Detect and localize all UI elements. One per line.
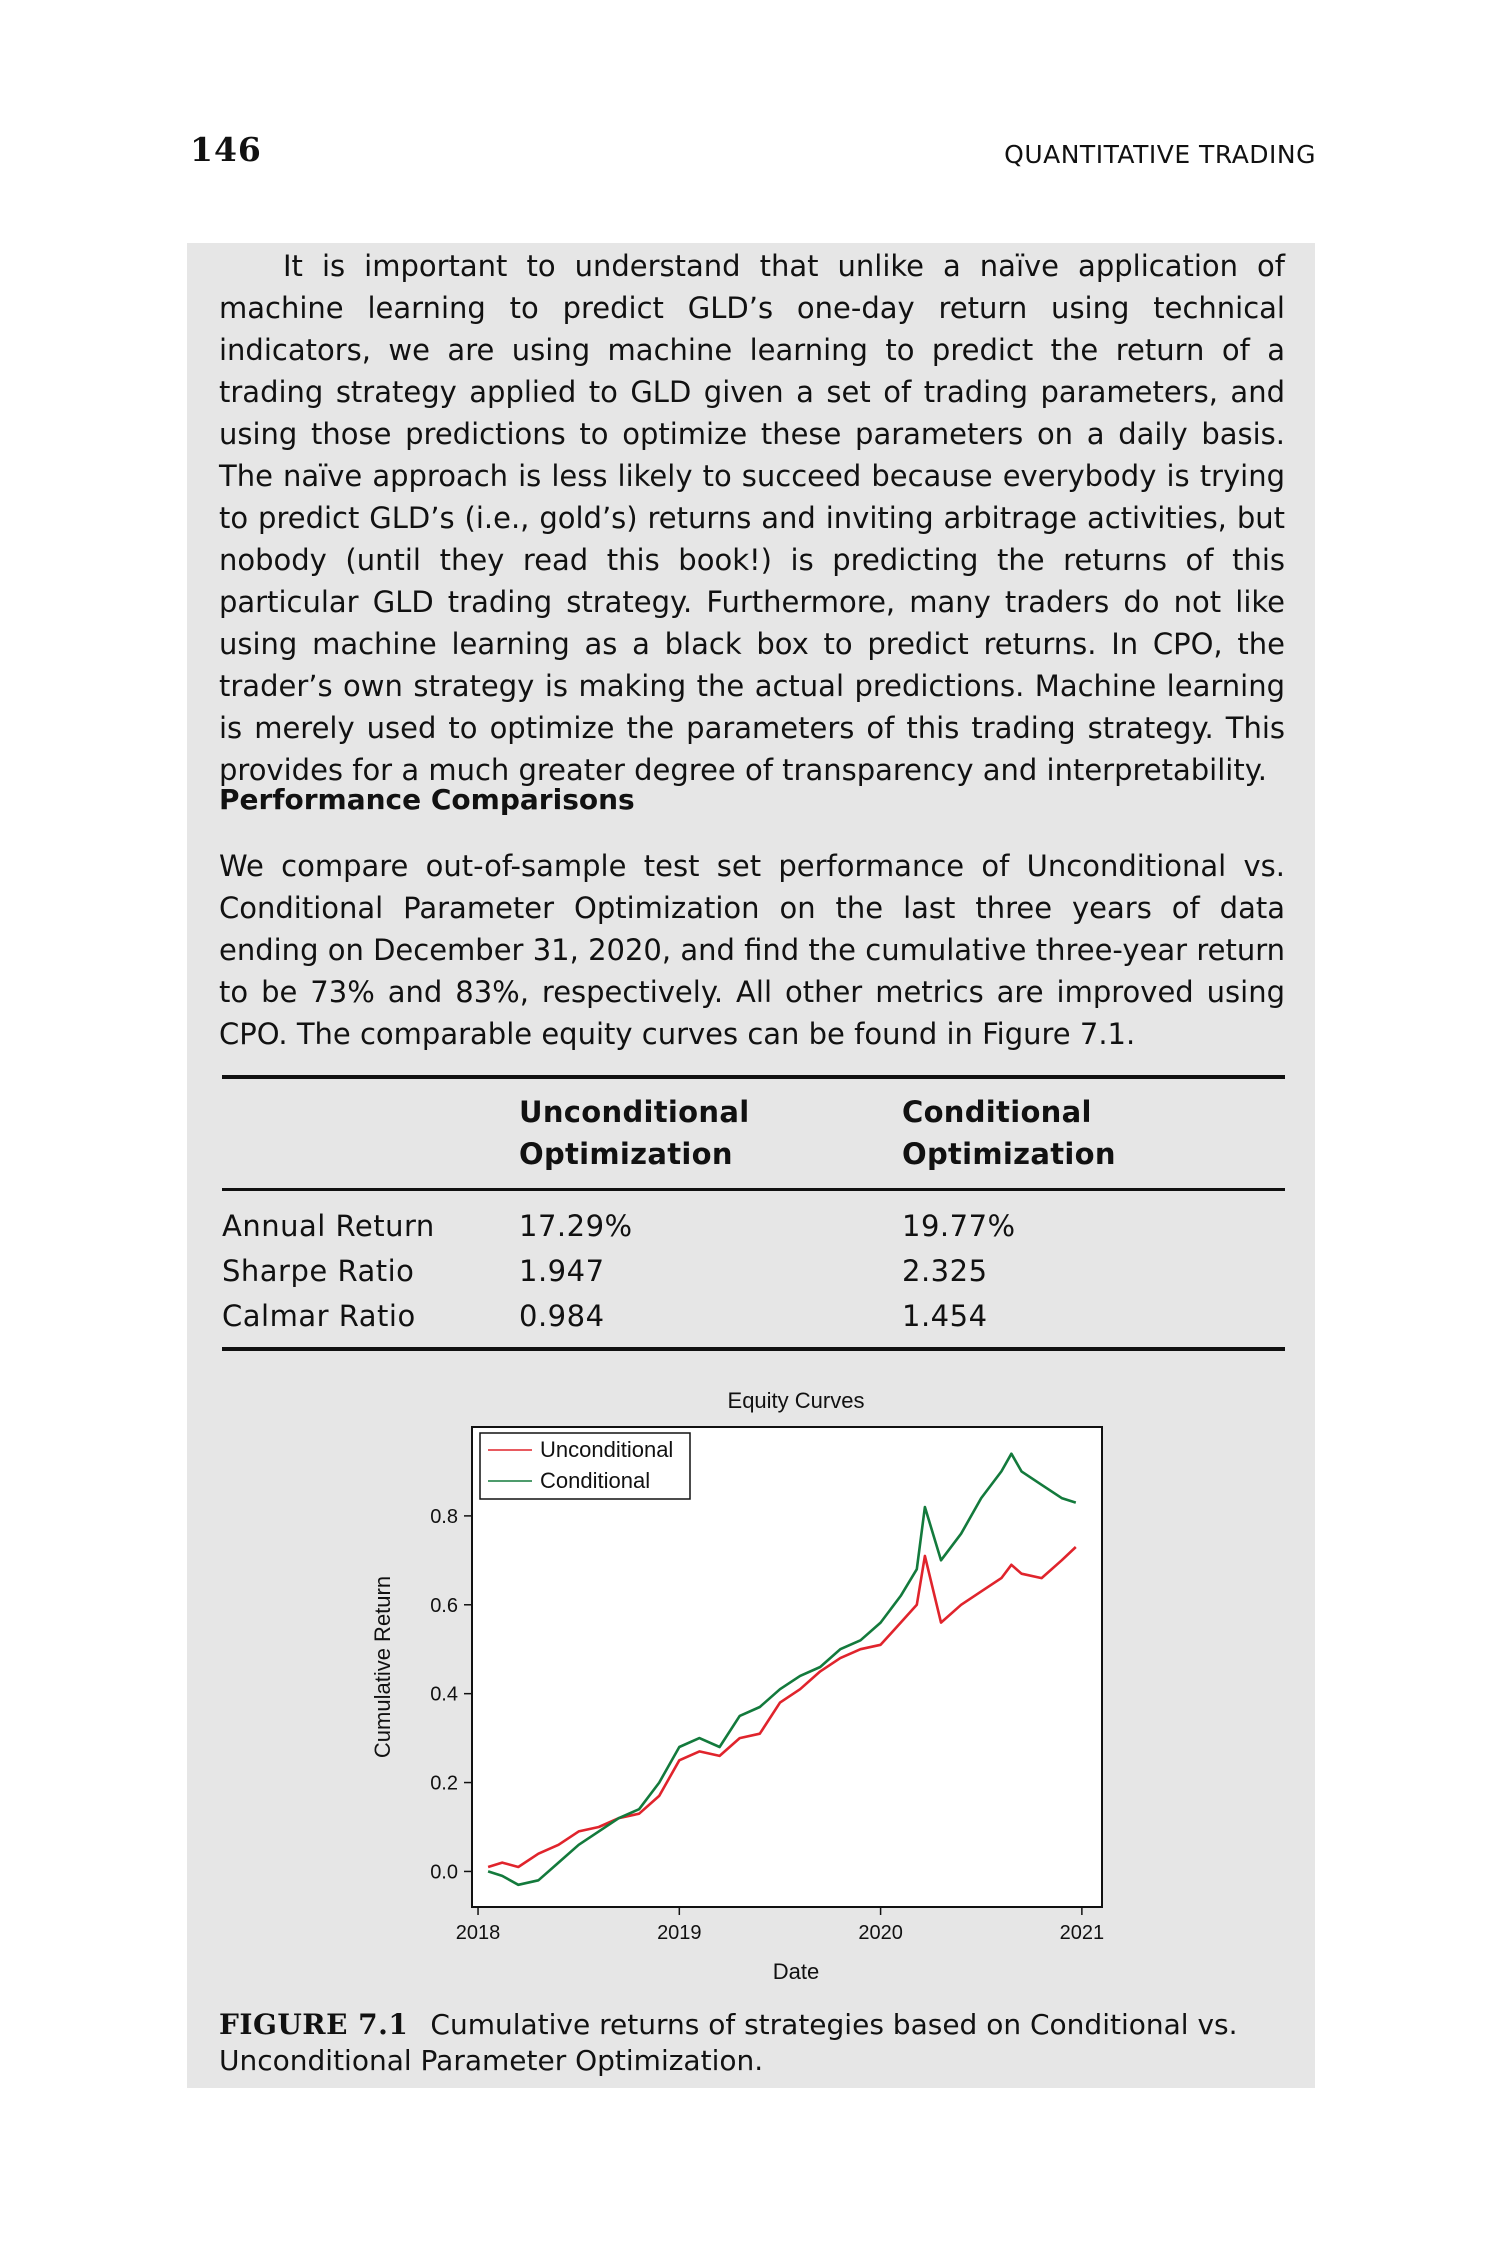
y-tick-label: 0.0 xyxy=(430,1861,458,1884)
y-tick-label: 0.6 xyxy=(430,1594,458,1617)
x-tick-label: 2021 xyxy=(1059,1922,1105,1944)
y-tick-label: 0.8 xyxy=(430,1505,458,1528)
y-tick-label: 0.4 xyxy=(430,1683,458,1706)
chart-title: Equity Curves xyxy=(727,1388,865,1413)
table-cell-unconditional: 17.29% xyxy=(519,1209,633,1243)
table-header-unconditional-line2: Optimization xyxy=(519,1137,733,1171)
legend-label-conditional: Conditional xyxy=(540,1468,651,1493)
table-header-conditional-line1: Conditional xyxy=(902,1095,1092,1129)
y-axis xyxy=(430,1506,472,1884)
table-top-rule xyxy=(222,1075,1285,1079)
table-bottom-rule xyxy=(222,1347,1285,1351)
table-cell-conditional: 19.77% xyxy=(902,1209,1016,1243)
x-axis-label: Date xyxy=(772,1959,820,1984)
table-cell-conditional: 1.454 xyxy=(902,1299,988,1333)
table-cell-unconditional: 1.947 xyxy=(519,1254,605,1288)
x-tick-label: 2019 xyxy=(657,1922,702,1944)
y-axis-label: Cumulative Return xyxy=(370,1575,395,1759)
table-row-metric: Sharpe Ratio xyxy=(222,1254,415,1288)
table-cell-unconditional: 0.984 xyxy=(519,1299,605,1333)
table-row-metric: Annual Return xyxy=(222,1209,435,1243)
table-cell-conditional: 2.325 xyxy=(902,1254,988,1288)
x-tick-label: 2018 xyxy=(455,1922,501,1944)
page-number: 146 xyxy=(190,130,262,169)
legend-label-unconditional: Unconditional xyxy=(540,1437,674,1462)
y-tick-label: 0.2 xyxy=(430,1772,458,1795)
table-header-conditional-line2: Optimization xyxy=(902,1137,1116,1171)
x-tick-label: 2020 xyxy=(858,1922,903,1944)
x-axis xyxy=(456,1907,1104,1944)
figure-label: FIGURE 7.1 xyxy=(219,2008,409,2041)
figure-caption-text: Cumulative returns of strategies based on Conditional vs. Unconditional Parameter Optimization. xyxy=(219,2008,1238,2077)
table-row-metric: Calmar Ratio xyxy=(222,1299,416,1333)
table-header-rule xyxy=(222,1188,1285,1191)
body-paragraph-1: It is important to understand that unlike a naïve application of machine learning to predict GLD’s one-day return using technical indicators, we are using machine learning to predict the return of a trading strategy applied to GLD given a set of trading parameters, and using those predictions to optimize these parameters on a daily basis. The naïve approach is less likely to succeed because everybody is trying to predict GLD’s (i.e., gold’s) returns and inviting arbitrage activities, but nobody (until they read this book!) is predicting the returns of this particular GLD trading strategy. Furthermore, many traders do not like using machine learning as a black box to predict returns. In CPO, the trader’s own strategy is making the actual predictions. Machine learning is merely used to optimize the parameters of this trading strategy. This provides for a much greater degree of transparency and interpretability. xyxy=(219,249,1285,787)
chart-legend xyxy=(480,1433,690,1499)
figure-caption xyxy=(219,2007,1285,2079)
equity-curves-chart xyxy=(360,1375,1140,1985)
running-head: QUANTITATIVE TRADING xyxy=(1004,140,1316,169)
body-paragraph-2: We compare out-of-sample test set performance of Unconditional vs. Conditional Parameter Optimization on the last three years of data ending on December 31, 2020, and find the cumulative three-year return to be 73% and 83%, respectively. All other metrics are improved using CPO. The comparable equity curves can be found in Figure 7.1. xyxy=(219,849,1285,1051)
section-heading: Performance Comparisons xyxy=(219,783,635,816)
table-header-unconditional-line1: Unconditional xyxy=(519,1095,750,1129)
